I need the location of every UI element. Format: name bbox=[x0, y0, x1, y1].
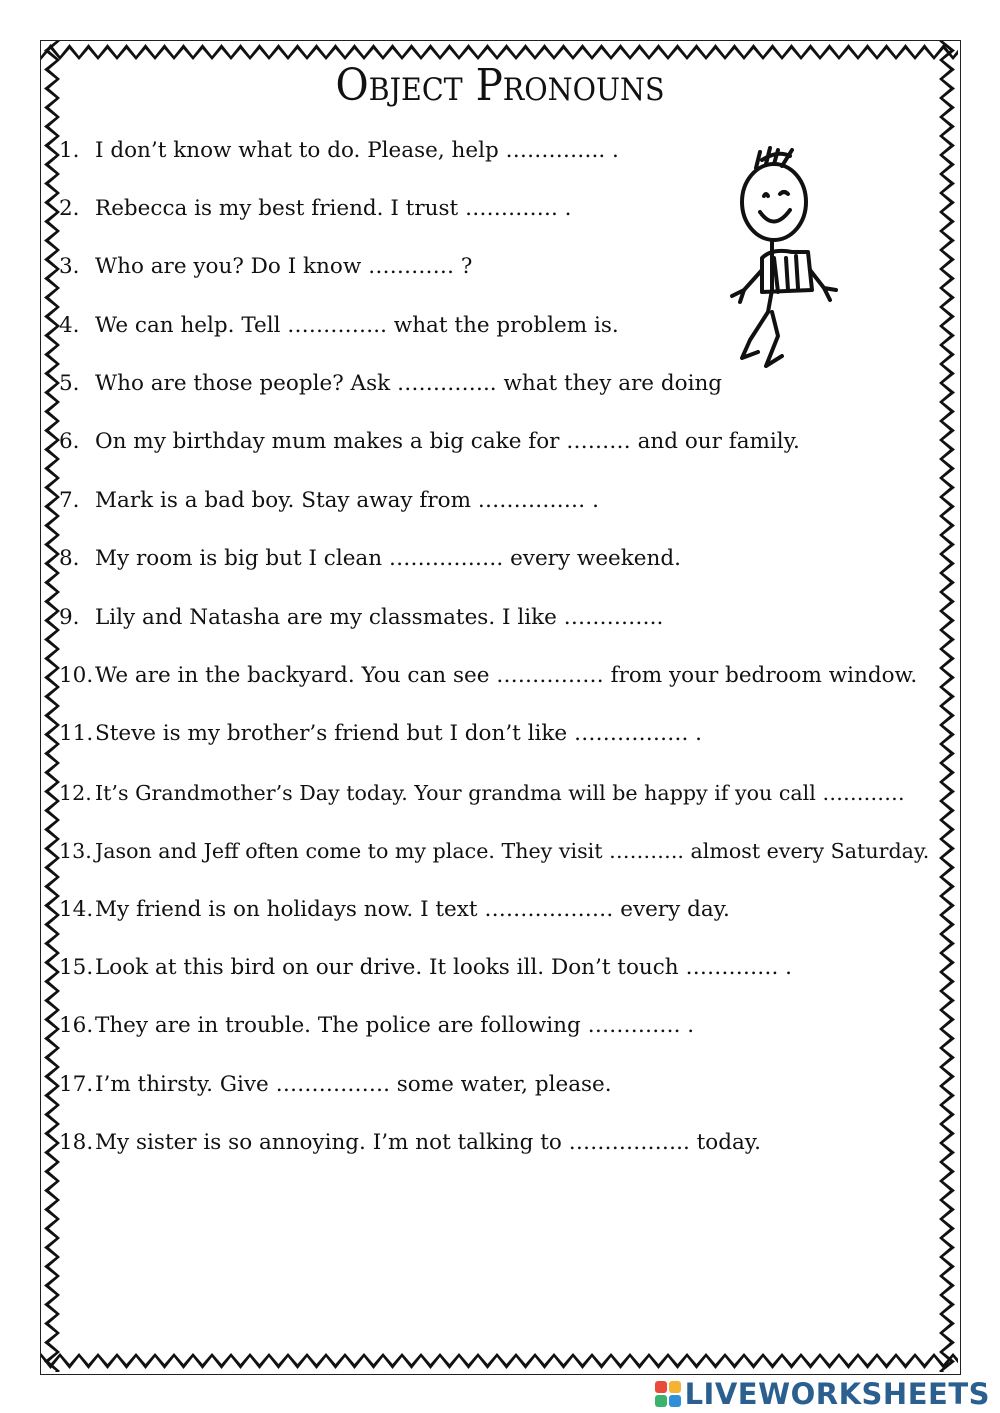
question-8: 8. My room is big but I clean ……………. every weekend. bbox=[59, 546, 681, 571]
zigzag-border-bottom bbox=[41, 1352, 958, 1372]
question-12: 12. It’s Grandmother’s Day today. Your grandma will be happy if you call ………… bbox=[59, 781, 905, 805]
question-13: 13. Jason and Jeff often come to my place. They visit ……….. almost every Saturday. bbox=[59, 839, 930, 863]
question-10: 10.We are in the backyard. You can see …………… from your bedroom window. bbox=[59, 663, 918, 688]
logo-tile bbox=[669, 1395, 681, 1407]
question-6: 6. On my birthday mum makes a big cake for ……… and our family. bbox=[59, 429, 800, 454]
question-18: 18.My sister is so annoying. I’m not talking to …………….. today. bbox=[59, 1130, 761, 1155]
question-4: 4. We can help. Tell ………….. what the problem is. bbox=[59, 313, 619, 338]
zigzag-border-left bbox=[41, 41, 61, 1372]
question-2: 2. Rebecca is my best friend. I trust …………. . bbox=[59, 196, 572, 221]
question-9: 9. Lily and Natasha are my classmates. I like ………….. bbox=[59, 605, 664, 630]
question-11: 11.Steve is my brother’s friend but I don’t like ……………. . bbox=[59, 721, 702, 746]
question-7: 7. Mark is a bad boy. Stay away from …………… . bbox=[59, 488, 599, 513]
liveworksheets-logo[interactable] bbox=[655, 1378, 990, 1410]
brand-logo-icon bbox=[655, 1381, 681, 1407]
question-16: 16.They are in trouble. The police are following …………. . bbox=[59, 1013, 695, 1038]
stick-figure-icon bbox=[722, 140, 842, 372]
question-15: 15.Look at this bird on our drive. It looks ill. Don’t touch …………. . bbox=[59, 955, 792, 980]
brand-name: LIVEWORKSHEETS bbox=[684, 1377, 990, 1411]
question-14: 14.My friend is on holidays now. I text ……………… every day. bbox=[59, 897, 730, 922]
question-5: 5. Who are those people? Ask ………….. what they are doing bbox=[59, 371, 723, 396]
logo-tile bbox=[669, 1381, 681, 1393]
question-1: 1. I don’t know what to do. Please, help ………….. . bbox=[59, 138, 619, 163]
page-title: Object Pronouns bbox=[335, 60, 665, 111]
question-17: 17.I’m thirsty. Give ……………. some water, please. bbox=[59, 1072, 612, 1097]
logo-tile bbox=[655, 1381, 667, 1393]
zigzag-border-top bbox=[41, 41, 958, 61]
logo-tile bbox=[655, 1395, 667, 1407]
zigzag-border-right bbox=[938, 41, 958, 1372]
question-3: 3. Who are you? Do I know ………… ? bbox=[59, 254, 473, 279]
